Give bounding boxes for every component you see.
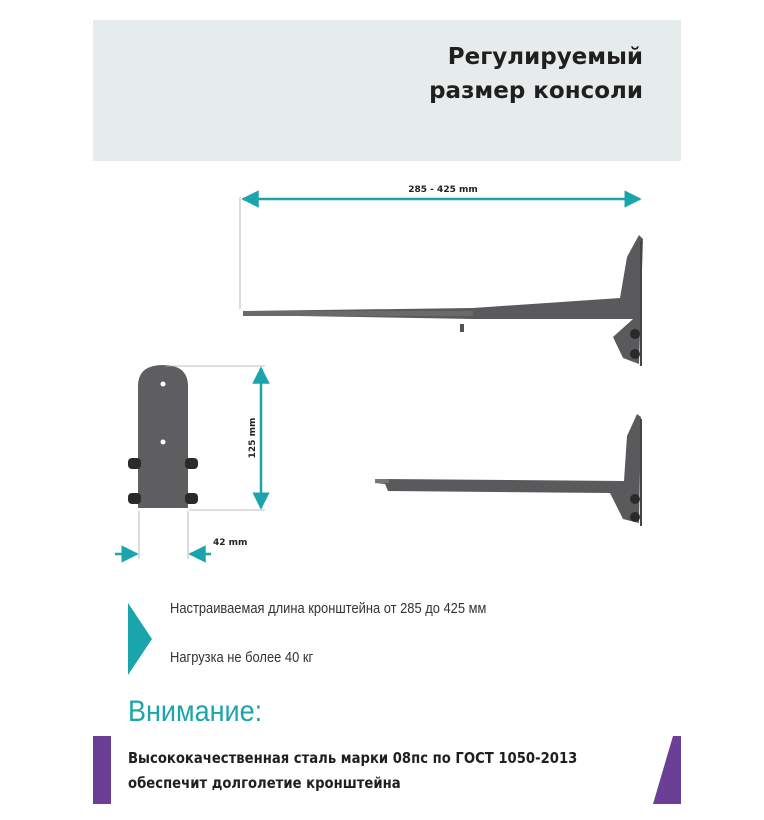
purple-accent-left (93, 736, 111, 804)
length-dimension (240, 185, 640, 309)
purple-accent-right (653, 736, 681, 804)
title-line-1: Регулируемый (447, 44, 643, 70)
warning-line-1: Высококачественная сталь марки 08пс по ГОСТ 1050-2013 (128, 749, 578, 767)
product-card (93, 20, 681, 804)
warning-title: Внимание: (128, 695, 263, 728)
front-plate (128, 365, 198, 508)
upper-bracket (243, 235, 643, 366)
header-panel (93, 20, 681, 161)
features-list (128, 598, 648, 678)
bracket-drawing (93, 161, 681, 581)
feature-load: Нагрузка не более 40 кг (170, 649, 314, 666)
height-label: 125 mm (248, 417, 258, 459)
warning-line-2: обеспечит долголетие кронштейна (128, 774, 401, 792)
width-dimension (115, 511, 247, 559)
width-label: 42 mm (213, 538, 248, 548)
title-line-2: размер консоли (429, 78, 643, 104)
warning-text (128, 746, 603, 796)
chevron-right-icon (128, 603, 152, 675)
page-title (429, 40, 643, 108)
feature-length: Настраиваемая длина кронштейна от 285 до 425 мм (170, 600, 487, 617)
lower-bracket (375, 414, 641, 526)
length-label: 285 - 425 mm (408, 185, 478, 195)
